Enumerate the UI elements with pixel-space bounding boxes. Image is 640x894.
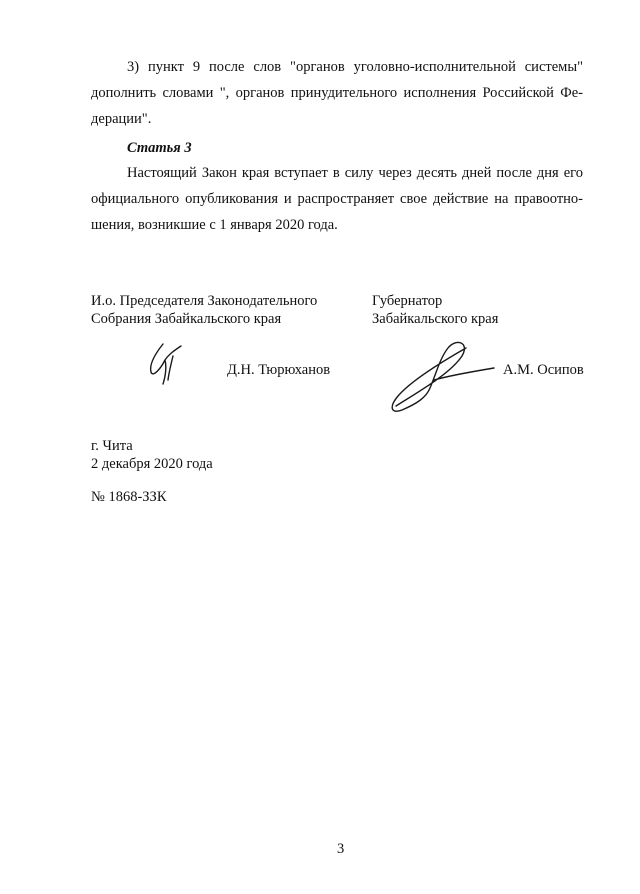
item3-line-1: 3) пункт 9 после слов "органов уголовно-исполнительной системы"	[127, 59, 583, 75]
article-heading: Статья 3	[127, 140, 192, 156]
left-signatory-title-2: Собрания Забайкальского края	[91, 311, 282, 327]
item3-line-3: дерации".	[91, 111, 152, 127]
left-signatory-name: Д.Н. Тюрюханов	[227, 362, 331, 378]
law-number: № 1868-ЗЗК	[91, 489, 167, 505]
city: г. Чита	[91, 438, 133, 454]
right-signatory-title-1: Губернатор	[372, 293, 443, 309]
left-signatory-title-1: И.о. Председателя Законодательного	[91, 293, 318, 309]
date: 2 декабря 2020 года	[91, 456, 213, 472]
right-signatory-name: А.М. Осипов	[503, 362, 584, 378]
right-signature-icon	[378, 334, 498, 416]
article-line-3: шения, возникшие с 1 января 2020 года.	[91, 217, 338, 233]
article-line-2: официального опубликования и распространяет свое действие на правоотно-	[91, 191, 583, 207]
article-line-1: Настоящий Закон края вступает в силу через десять дней после дня его	[127, 165, 583, 181]
left-signature-icon	[143, 338, 193, 386]
right-signatory-title-2: Забайкальского края	[372, 311, 499, 327]
item3-line-2: дополнить словами ", органов принудительного исполнения Российской Фе-	[91, 85, 583, 101]
page-number: 3	[337, 841, 345, 857]
